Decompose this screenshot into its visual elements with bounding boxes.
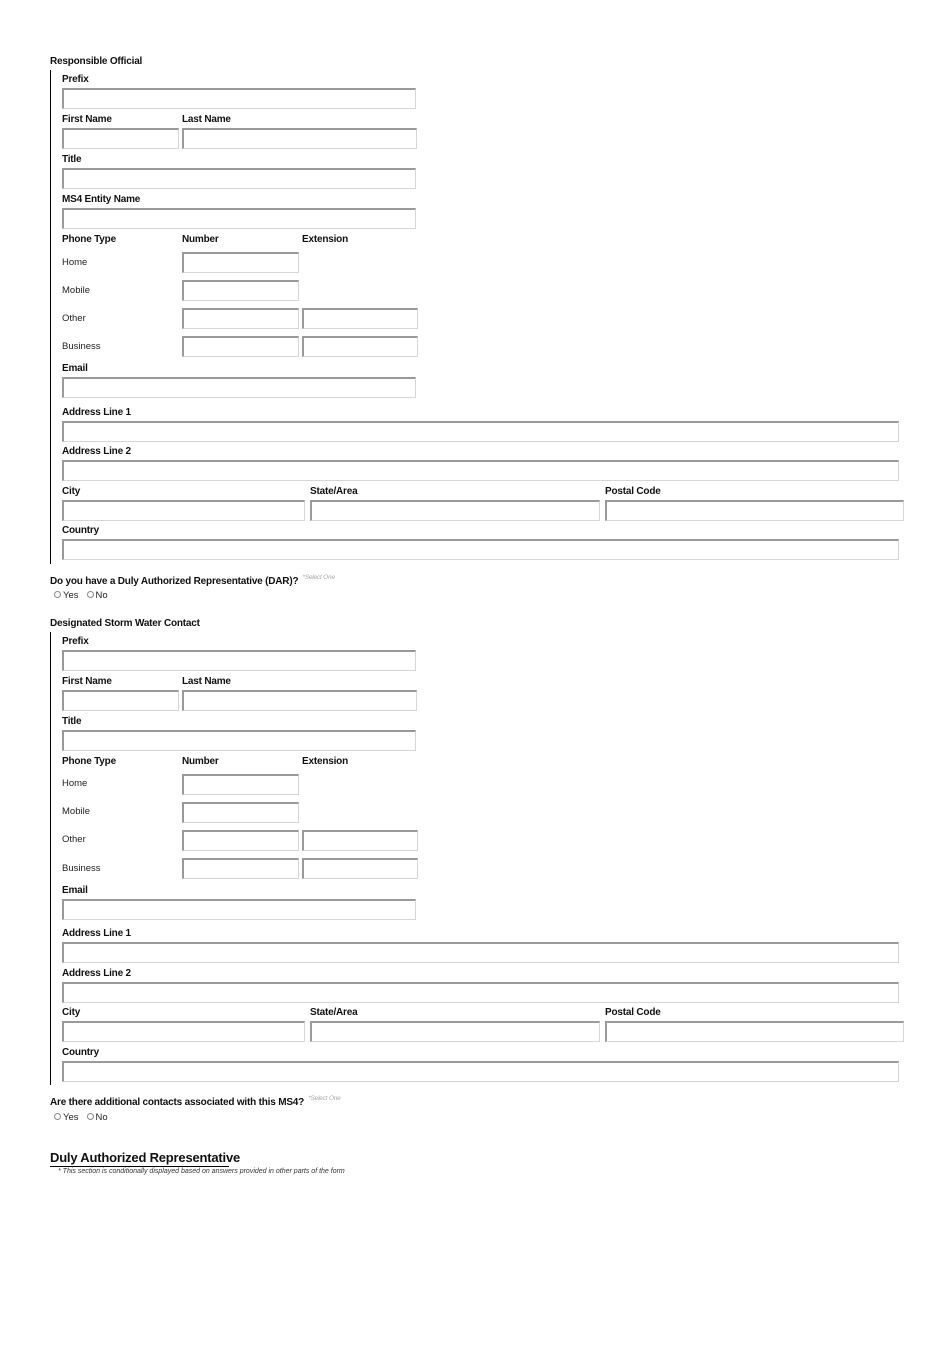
- number-label: Number: [182, 756, 219, 767]
- home-number-input[interactable]: [182, 774, 299, 795]
- number-label: Number: [182, 234, 219, 245]
- first-name-input[interactable]: [62, 690, 179, 711]
- phone-type-mobile: Mobile: [62, 806, 90, 817]
- additional-contacts-radio-group: [54, 1112, 116, 1123]
- address-line-1-input[interactable]: [62, 421, 899, 442]
- email-label: Email: [62, 363, 88, 374]
- address-line-2-label: Address Line 2: [62, 446, 131, 457]
- address-line-2-label: Address Line 2: [62, 968, 131, 979]
- dar-question-text: Do you have a Duly Authorized Representative (DAR)?: [50, 576, 299, 587]
- title-input[interactable]: [62, 168, 416, 189]
- extension-label: Extension: [302, 234, 348, 245]
- home-number-input[interactable]: [182, 252, 299, 273]
- ms4-entity-name-input[interactable]: [62, 208, 416, 229]
- prefix-label: Prefix: [62, 636, 89, 647]
- extension-label: Extension: [302, 756, 348, 767]
- business-number-input[interactable]: [182, 336, 299, 357]
- country-input[interactable]: [62, 1061, 899, 1082]
- business-number-input[interactable]: [182, 858, 299, 879]
- city-input[interactable]: [62, 500, 305, 521]
- additional-contacts-question-text: Are there additional contacts associated with this MS4?: [50, 1097, 305, 1108]
- address-line-2-input[interactable]: [62, 460, 899, 481]
- last-name-label: Last Name: [182, 114, 231, 125]
- last-name-label: Last Name: [182, 676, 231, 687]
- mobile-number-input[interactable]: [182, 280, 299, 301]
- additional-contacts-no-radio[interactable]: [87, 1113, 94, 1120]
- country-label: Country: [62, 525, 99, 536]
- email-input[interactable]: [62, 899, 416, 920]
- phone-type-business: Business: [62, 341, 101, 352]
- email-label: Email: [62, 885, 88, 896]
- dar-title-underline: [50, 1166, 229, 1167]
- phone-type-other: Other: [62, 834, 86, 845]
- dar-question-hint: *Select One: [302, 574, 335, 581]
- additional-contacts-yes-radio[interactable]: [54, 1113, 61, 1120]
- first-name-label: First Name: [62, 676, 112, 687]
- state-area-input[interactable]: [310, 1021, 600, 1042]
- last-name-input[interactable]: [182, 690, 417, 711]
- first-name-label: First Name: [62, 114, 112, 125]
- title-label: Title: [62, 716, 82, 727]
- phone-type-label: Phone Type: [62, 234, 116, 245]
- city-input[interactable]: [62, 1021, 305, 1042]
- section-divider-line: [50, 70, 51, 564]
- storm-water-contact-heading: Designated Storm Water Contact: [50, 618, 200, 629]
- last-name-input[interactable]: [182, 128, 417, 149]
- phone-type-business: Business: [62, 863, 101, 874]
- other-number-input[interactable]: [182, 830, 299, 851]
- dar-no-radio[interactable]: [87, 591, 94, 598]
- title-label: Title: [62, 154, 82, 165]
- country-label: Country: [62, 1047, 99, 1058]
- responsible-official-heading: Responsible Official: [50, 56, 143, 67]
- other-number-input[interactable]: [182, 308, 299, 329]
- phone-type-other: Other: [62, 313, 86, 324]
- dar-radio-group: [54, 590, 116, 601]
- address-line-1-label: Address Line 1: [62, 407, 131, 418]
- additional-contacts-yes-option[interactable]: [54, 1112, 79, 1123]
- prefix-input[interactable]: [62, 88, 416, 109]
- phone-type-mobile: Mobile: [62, 285, 90, 296]
- section-divider-line: [50, 632, 51, 1085]
- other-extension-input[interactable]: [302, 308, 418, 329]
- address-line-1-label: Address Line 1: [62, 928, 131, 939]
- state-area-label: State/Area: [310, 1007, 358, 1018]
- other-extension-input[interactable]: [302, 830, 418, 851]
- prefix-input[interactable]: [62, 650, 416, 671]
- city-label: City: [62, 1007, 81, 1018]
- postal-code-label: Postal Code: [605, 1007, 661, 1018]
- dar-section-title: Duly Authorized Representative: [50, 1150, 241, 1165]
- dar-question: [50, 574, 335, 587]
- additional-contacts-yes-label: Yes: [63, 1112, 79, 1123]
- country-input[interactable]: [62, 539, 899, 560]
- dar-yes-label: Yes: [63, 590, 79, 601]
- ms4-entity-name-label: MS4 Entity Name: [62, 194, 141, 205]
- state-area-input[interactable]: [310, 500, 600, 521]
- dar-yes-radio[interactable]: [54, 591, 61, 598]
- additional-contacts-no-option[interactable]: [87, 1112, 108, 1123]
- address-line-2-input[interactable]: [62, 982, 899, 1003]
- phone-type-label: Phone Type: [62, 756, 116, 767]
- additional-contacts-question-hint: *Select One: [308, 1095, 341, 1102]
- dar-no-label: No: [95, 590, 108, 601]
- additional-contacts-question: [50, 1095, 341, 1108]
- mobile-number-input[interactable]: [182, 802, 299, 823]
- prefix-label: Prefix: [62, 74, 89, 85]
- email-input[interactable]: [62, 377, 416, 398]
- dar-section-note: * This section is conditionally displayed based on answers provided in other parts of the form: [58, 1168, 345, 1175]
- business-extension-input[interactable]: [302, 858, 418, 879]
- phone-type-home: Home: [62, 257, 88, 268]
- city-label: City: [62, 486, 81, 497]
- address-line-1-input[interactable]: [62, 942, 899, 963]
- dar-yes-option[interactable]: [54, 590, 79, 601]
- first-name-input[interactable]: [62, 128, 179, 149]
- postal-code-label: Postal Code: [605, 486, 661, 497]
- business-extension-input[interactable]: [302, 336, 418, 357]
- additional-contacts-no-label: No: [95, 1112, 108, 1123]
- postal-code-input[interactable]: [605, 500, 904, 521]
- postal-code-input[interactable]: [605, 1021, 904, 1042]
- dar-no-option[interactable]: [87, 590, 108, 601]
- phone-type-home: Home: [62, 778, 88, 789]
- title-input[interactable]: [62, 730, 416, 751]
- state-area-label: State/Area: [310, 486, 358, 497]
